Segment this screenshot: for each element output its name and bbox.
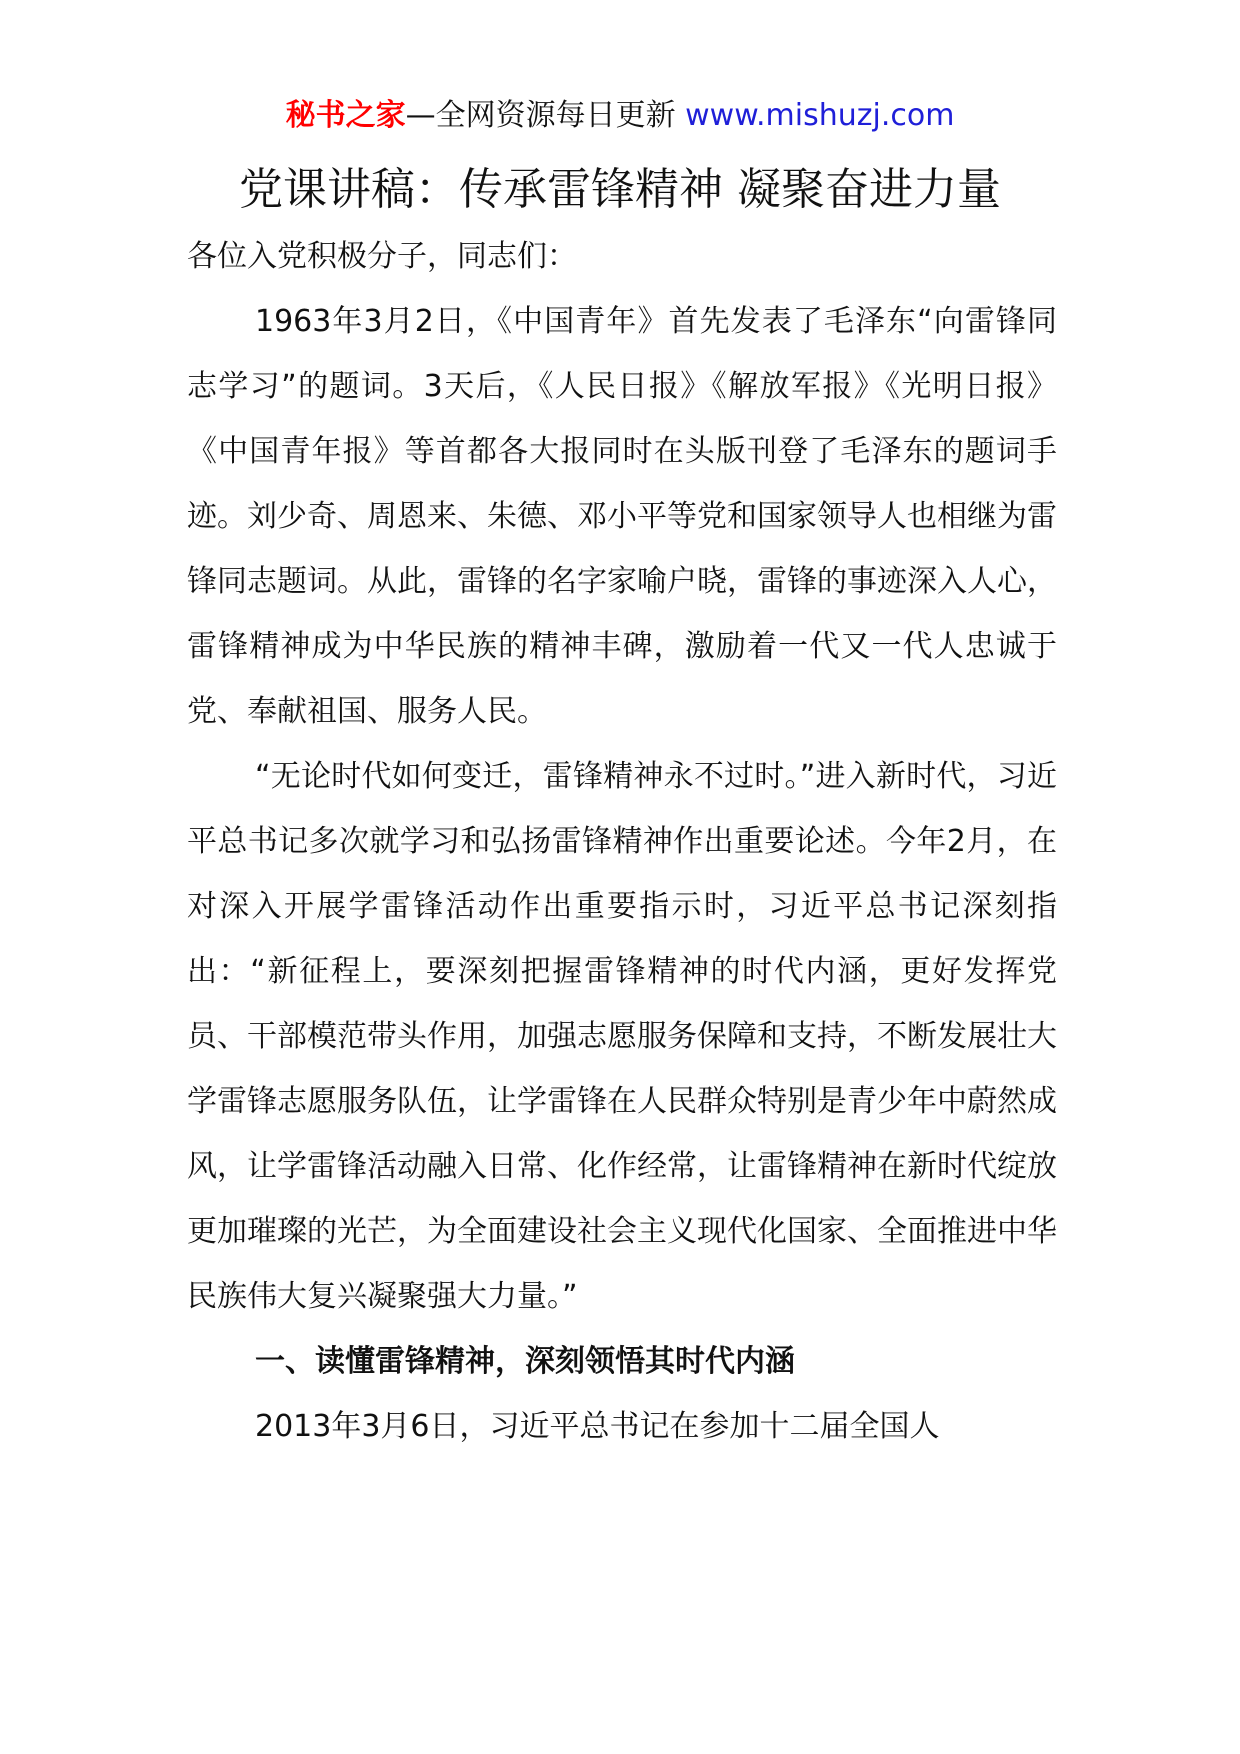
- document-body: [187, 224, 1057, 1459]
- paragraph-1: 1963年3月2日，《中国青年》首先发表了毛泽东“向雷锋同志学习”的题词。3天后，《人民日报》《解放军报》《光明日报》《中国青年报》等首都各大报同时在头版刊登了毛泽东的题词手迹。刘少奇、周恩来、朱德、邓小平等党和国家领导人也相继为雷锋同志题词。从此，雷锋的名字家喻户晓，雷锋的事迹深入人心，雷锋精神成为中华民族的精神丰碑，激励着一代又一代人忠诚于党、奉献祖国、服务人民。: [187, 304, 1057, 729]
- site-url[interactable]: www.mishuzj.com: [685, 98, 955, 133]
- brand-name: 秘书之家: [285, 98, 406, 133]
- section-heading: 一、读懂雷锋精神，深刻领悟其时代内涵: [255, 1344, 795, 1379]
- site-header: [0, 96, 1240, 136]
- paragraph-3: 2013年3月6日，习近平总书记在参加十二届全国人: [255, 1409, 940, 1444]
- paragraph-2: “无论时代如何变迁，雷锋精神永不过时。”进入新时代，习近平总书记多次就学习和弘扬雷锋精神作出重要论述。今年2月，在对深入开展学雷锋活动作出重要指示时，习近平总书记深刻指出：“新征程上，要深刻把握雷锋精神的时代内涵，更好发挥党员、干部模范带头作用，加强志愿服务保障和支持，不断发展壮大学雷锋志愿服务队伍，让学雷锋在人民群众特别是青少年中蔚然成风，让学雷锋活动融入日常、化作经常，让雷锋精神在新时代绽放更加璀璨的光芒，为全面建设社会主义现代化国家、全面推进中华民族伟大复兴凝聚强大力量。”: [187, 759, 1057, 1314]
- salutation: 各位入党积极分子，同志们：: [187, 239, 577, 274]
- header-tagline: —全网资源每日更新: [405, 98, 686, 133]
- document-title: 党课讲稿：传承雷锋精神 凝聚奋进力量: [239, 164, 1001, 215]
